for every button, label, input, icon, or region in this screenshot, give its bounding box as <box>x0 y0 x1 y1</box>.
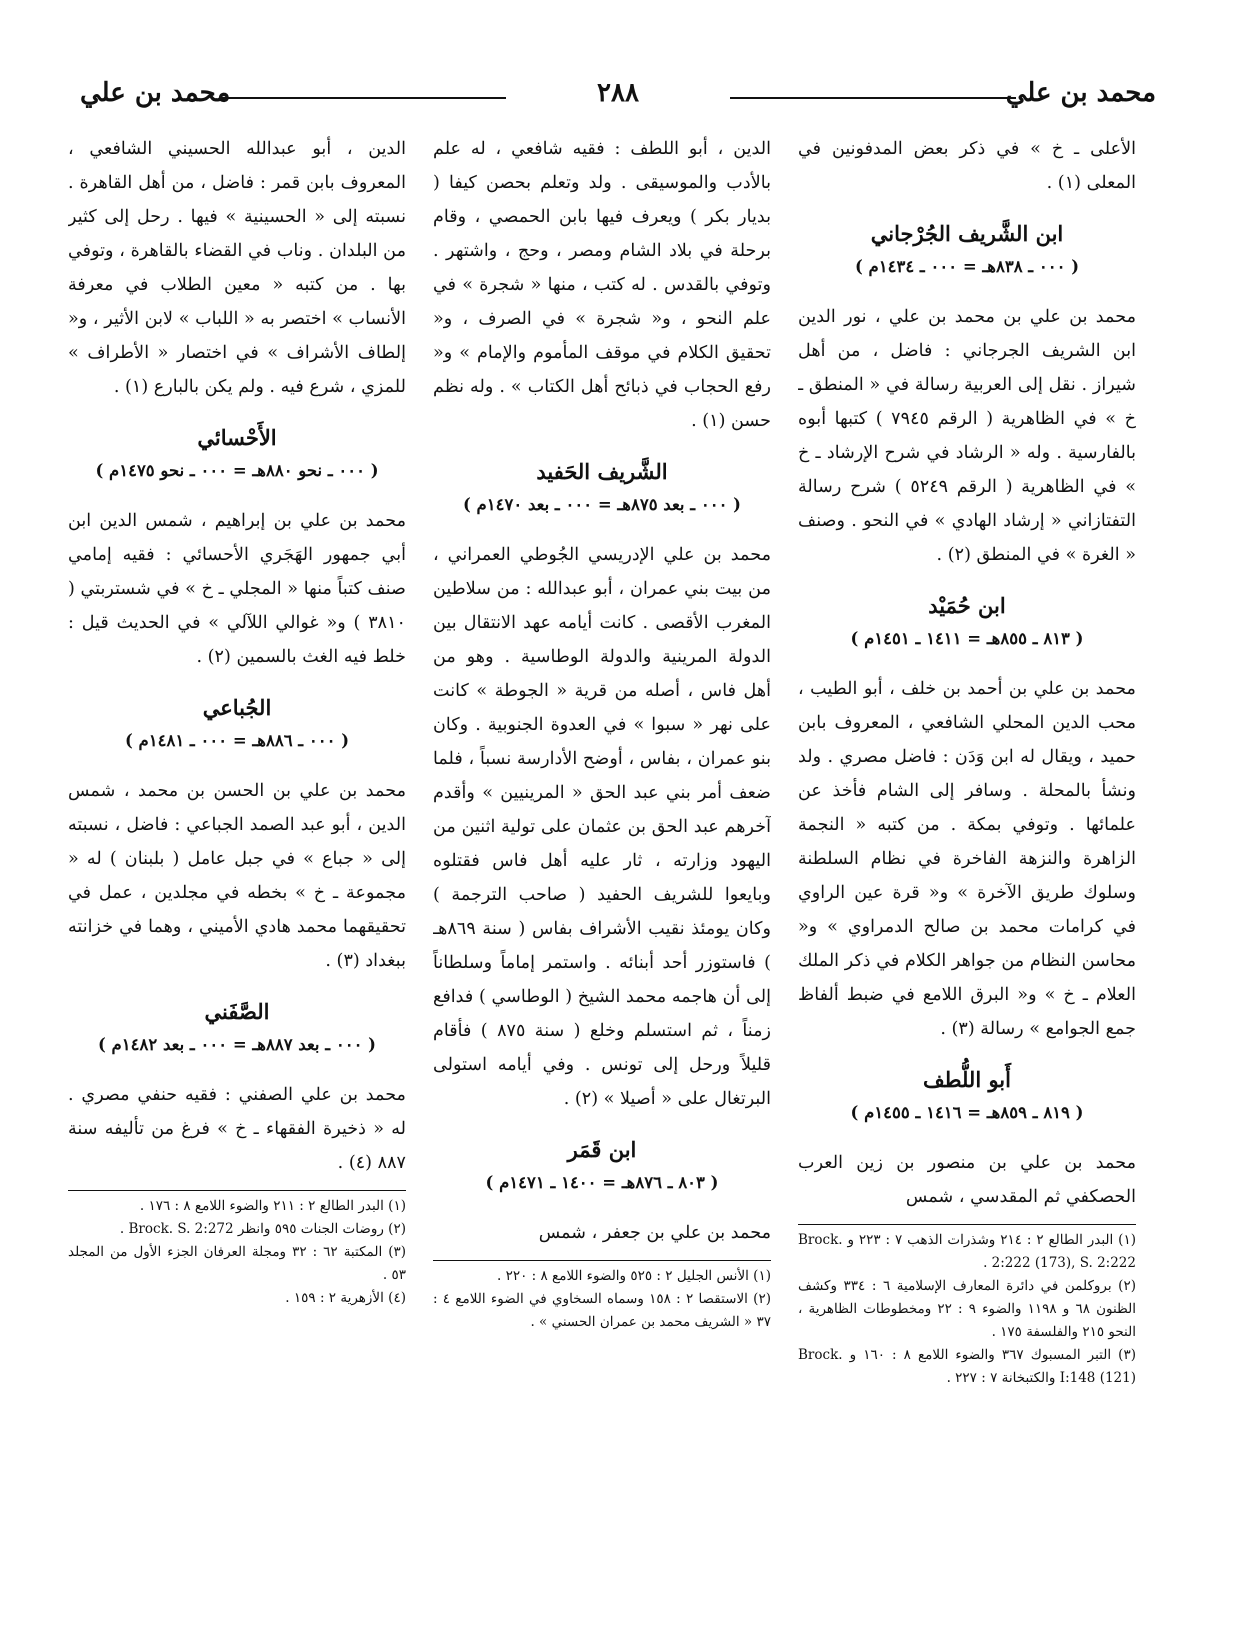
running-head-right: محمد بن علي <box>1005 78 1156 108</box>
footnotes <box>798 1224 1136 1390</box>
footnote: (٤) الأزهرية ٢ : ١٥٩ . <box>285 1290 406 1306</box>
entry-text: محمد بن علي الصفني : فقيه حنفي مصري . له « ذخيرة الفقهاء ـ خ » فرغ من تأليفه سنة ٨٨٧ (٤) . <box>68 1085 406 1173</box>
entry-dates: ( ٨١٩ ـ ٨٥٩هـ = ١٤١٦ ـ ١٤٥٥م ) <box>850 1103 1084 1122</box>
continuation-text: الدين ، أبو اللطف : فقيه شافعي ، له علم بالأدب والموسيقى . ولد وتعلم بحصن كيفا ( بديار بكر ) ويعرف فيها بابن الحمصي ، وقام برحلة في بلاد الشام ومصر ، وحج ، واشتهر . وتوفي بالقدس . له كتب ، منها « شجرة » في علم النحو ، و« شجرة » في الصرف ، و« تحقيق الكلام في موقف المأموم والإمام » و« رفع الحجاب في ذبائح أهل الكتاب » . وله نظم حسن (١) . <box>433 139 771 431</box>
column-left <box>68 132 406 1602</box>
entry-text: محمد بن علي بن إبراهيم ، شمس الدين ابن أبي جمهور الهَجَري الأحسائي : فقيه إمامي صنف كتباً منها « المجلي ـ خ » في شستربتي ( ٣٨١٠ ) و« غوالي اللآلي » في الحديث قيل : خلط فيه الغث بالسمين (٢) . <box>68 511 406 667</box>
column-middle <box>433 132 771 1602</box>
entry-title: ابن قَمَر <box>567 1137 637 1162</box>
entry-dates: ( ٠٠٠ ـ بعد ٨٧٥هـ = ٠٠٠ ـ بعد ١٤٧٠م ) <box>463 495 741 514</box>
entry-dates: ( ٨٠٣ ـ ٨٧٦هـ = ١٤٠٠ ـ ١٤٧١م ) <box>485 1173 719 1192</box>
footnote: (٢) الاستقصا ٢ : ١٥٨ وسماه السخاوي في الضوء اللامع ٤ : ٣٧ « الشريف محمد بن عمران الحسني » . <box>433 1291 771 1330</box>
entry-text: محمد بن علي بن منصور بن زين العرب الحصكفي ثم المقدسي ، شمس <box>798 1153 1136 1207</box>
column-right <box>798 132 1136 1602</box>
entry-text: محمد بن علي بن أحمد بن خلف ، أبو الطيب ، محب الدين المحلي الشافعي ، المعروف بابن حميد ، ويقال له ابن وَدَن : فاضل مصري . ولد ونشأ بالمحلة . وسافر إلى الشام فأخذ عن علمائها . وتوفي بمكة . من كتبه « النجمة الزاهرة والنزهة الفاخرة في نظام السلطنة وسلوك طريق الآخرة » و« قرة عين الراوي في كرامات محمد بن صالح الدمراوي » و« محاسن النظام من جواهر الكلام في ذكر الملك العلام ـ خ » و« البرق اللامع في ضبط ألفاظ جمع الجوامع » رسالة (٣) . <box>798 679 1136 1039</box>
footnote: (١) البدر الطالع ٢ : ٢١٤ وشذرات الذهب ٧ : ٢٢٣ و Brock. 2:222 (173), S. 2:222 . <box>798 1232 1136 1271</box>
entry-text: محمد بن علي بن محمد بن علي ، نور الدين ابن الشريف الجرجاني : فاضل ، من أهل شيراز . نقل إلى العربية رسالة في « المنطق ـ خ » في الظاهرية ( الرقم ٧٩٤٥ ) كتبها أبوه بالفارسية . وله « الرشاد في شرح الإرشاد ـ خ » في الظاهرية ( الرقم ٥٢٤٩ ) شرح رسالة التفتازاني « إرشاد الهادي » في النحو . وصنف « الغرة » في المنطق (٢) . <box>798 307 1136 565</box>
header-rule-left <box>220 97 506 99</box>
page-header <box>80 78 1156 118</box>
continuation-text: الدين ، أبو عبدالله الحسيني الشافعي ، المعروف بابن قمر : فاضل ، من أهل القاهرة . نسبته إلى « الحسينية » فيها . رحل إلى كثير من البلدان . وناب في القضاء بالقاهرة ، وتوفي بها . من كتبه « معين الطلاب في معرفة الأنساب » اختصر به « اللباب » لابن الأثير ، و« إلطاف الأشراف » في اختصار « الأطراف » للمزي ، شرع فيه . ولم يكن بالبارع (١) . <box>68 139 406 397</box>
entry-dates: ( ٠٠٠ ـ بعد ٨٨٧هـ = ٠٠٠ ـ بعد ١٤٨٢م ) <box>98 1035 376 1054</box>
entry-text: محمد بن علي بن الحسن بن محمد ، شمس الدين ، أبو عبد الصمد الجباعي : فاضل ، نسبته إلى « جباع » في جبل عامل ( بلبنان ) له « مجموعة ـ خ » بخطه في مجلدين ، عمل في تحقيقهما محمد هادي الأميني ، وهما في خزانته ببغداد (٣) . <box>68 781 406 971</box>
footnotes <box>68 1190 406 1310</box>
entry-title: أَبو اللُّطف <box>923 1067 1011 1092</box>
footnote: (١) البدر الطالع ٢ : ٢١١ والضوء اللامع ٨ : ١٧٦ . <box>139 1198 406 1214</box>
entry-text: محمد بن علي الإدريسي الجُوطي العمراني ، من بيت بني عمران ، أبو عبدالله : من سلاطين المغرب الأقصى . كانت أيامه عهد الانتقال بين الدولة المرينية والدولة الوطاسية . وهو من أهل فاس ، أصله من قرية « الجوطة » كانت على نهر « سبوا » في العدوة الجنوبية . وكان بنو عمران ، بفاس ، أوضح الأدارسة نسباً ، فلما ضعف أمر بني عبد الحق « المرينيين » وأقدم آخرهم عبد الحق بن عثمان على تولية اثنين من اليهود وزارته ، ثار عليه أهل فاس فقتلوه وبايعوا للشريف الحفيد ( صاحب الترجمة ) وكان يومئذ نقيب الأشراف بفاس ( سنة ٨٦٩هـ ) فاستوزر أحد أبنائه . واستمر إماماً وسلطاناً إلى أن هاجمه محمد الشيخ ( الوطاسي ) فدافع زمناً ، ثم استسلم وخلع ( سنة ٨٧٥ ) فأقام قليلاً ورحل إلى تونس . وفي أيامه استولى البرتغال على « أصيلا » (٢) . <box>433 545 771 1109</box>
footnotes <box>433 1260 771 1334</box>
entry-text: محمد بن علي بن جعفر ، شمس <box>538 1223 771 1243</box>
entry-title: ابن حُمَيْد <box>928 593 1006 618</box>
entry-title: الجُباعي <box>202 695 272 720</box>
page-number: ٢٨٨ <box>597 78 639 108</box>
entry-title: الشَّريف الحَفيد <box>536 459 668 484</box>
running-head-left: محمد بن علي <box>80 78 231 108</box>
footnote: (٢) روضات الجنات ٥٩٥ وانظر Brock. S. 2:272 . <box>119 1221 406 1237</box>
footnote: (٣) التبر المسبوك ٣٦٧ والضوء اللامع ٨ : ١٦٠ و Brock. I:148 (121) والكتبخانة ٧ : ٢٢٧ . <box>798 1347 1136 1386</box>
entry-title: الأَحْسائي <box>197 425 277 450</box>
entry-dates: ( ٠٠٠ ـ ٨٨٦هـ = ٠٠٠ ـ ١٤٨١م ) <box>124 731 350 750</box>
footnote: (٣) المكتبة ٦٢ : ٣٢ ومجلة العرفان الجزء الأول من المجلد ٥٣ . <box>68 1244 406 1283</box>
continuation-text: الأعلى ـ خ » في ذكر بعض المدفونين في المعلى (١) . <box>798 139 1136 193</box>
header-rule-right <box>730 97 1016 99</box>
entry-dates: ( ٨١٣ ـ ٨٥٥هـ = ١٤١١ ـ ١٤٥١م ) <box>850 629 1084 648</box>
entry-title: الصَّفَني <box>204 999 270 1024</box>
entry-dates: ( ٠٠٠ ـ نحو ٨٨٠هـ = ٠٠٠ ـ نحو ١٤٧٥م ) <box>95 461 379 480</box>
footnote: (٢) بروكلمن في دائرة المعارف الإسلامية ٦ : ٣٣٤ وكشف الظنون ٦٨ و ١١٩٨ والضوء ٩ : ٢٢ ومخطوطات الظاهرية ، النحو ٢١٥ والفلسفة ١٧٥ . <box>798 1278 1136 1340</box>
footnote: (١) الأنس الجليل ٢ : ٥٢٥ والضوء اللامع ٨ : ٢٢٠ . <box>496 1268 771 1284</box>
entry-title: ابن الشَّريف الجُرْجاني <box>870 221 1064 246</box>
entry-dates: ( ٠٠٠ ـ ٨٣٨هـ = ٠٠٠ ـ ١٤٣٤م ) <box>854 257 1080 276</box>
